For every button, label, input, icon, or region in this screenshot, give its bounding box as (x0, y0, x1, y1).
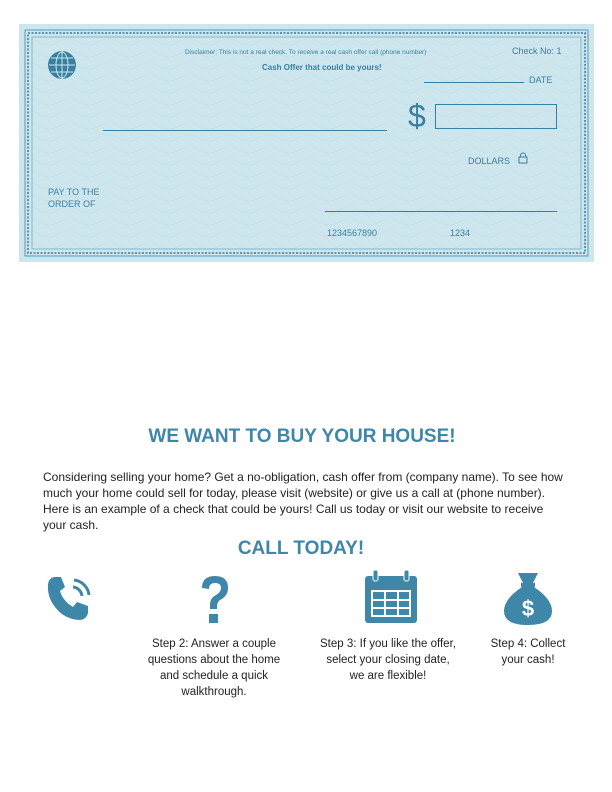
signature-line (325, 211, 557, 212)
call-today-heading: CALL TODAY! (237, 538, 365, 559)
pay-to-label (48, 186, 100, 210)
body-paragraph: Considering selling your home? Get a no-obligation, cash offer from (company name). To see how much your home could sell for today, please visit (website) or give us a call at (phone number). Here is an example of a check that could be yours! Call us today or visit our website to receive your cash. (43, 470, 563, 532)
check-disclaimer: Disclaimer: This is not a real check. To receive a real cash offer call (phone number) (185, 49, 427, 56)
payee-amount-line (103, 130, 387, 131)
step-3-text: Step 3: If you like the offer, select your closing date, we are flexible! (320, 638, 456, 682)
routing-number: 1234567890 (327, 228, 378, 238)
svg-text:$: $ (521, 596, 535, 621)
pay-to-line1: PAY TO THE (48, 187, 100, 197)
check-border (19, 24, 594, 262)
dollar-sign: $ (408, 98, 426, 134)
check-number-label: Check No: 1 (512, 46, 562, 56)
date-line (424, 82, 524, 83)
pay-to-line2: ORDER OF (48, 199, 96, 209)
step-2-text: Step 2: Answer a couple questions about the home and schedule a quick walkthrough. (147, 638, 281, 698)
phone-icon (44, 573, 96, 625)
money-bag-icon (502, 571, 554, 627)
amount-box (435, 104, 557, 129)
calendar-icon (363, 569, 419, 625)
globe-icon (47, 50, 77, 80)
step-4-text: Step 4: Collect your cash! (490, 638, 566, 666)
sample-check (19, 24, 594, 262)
headline: WE WANT TO BUY YOUR HOUSE! (148, 426, 456, 447)
check-number-micr: 1234 (450, 228, 471, 238)
dollars-label: DOLLARS (468, 156, 511, 166)
cash-offer-text: Cash Offer that could be yours! (262, 63, 382, 72)
question-mark-icon (197, 574, 233, 626)
date-label: DATE (529, 75, 553, 85)
lock-icon (518, 152, 528, 164)
